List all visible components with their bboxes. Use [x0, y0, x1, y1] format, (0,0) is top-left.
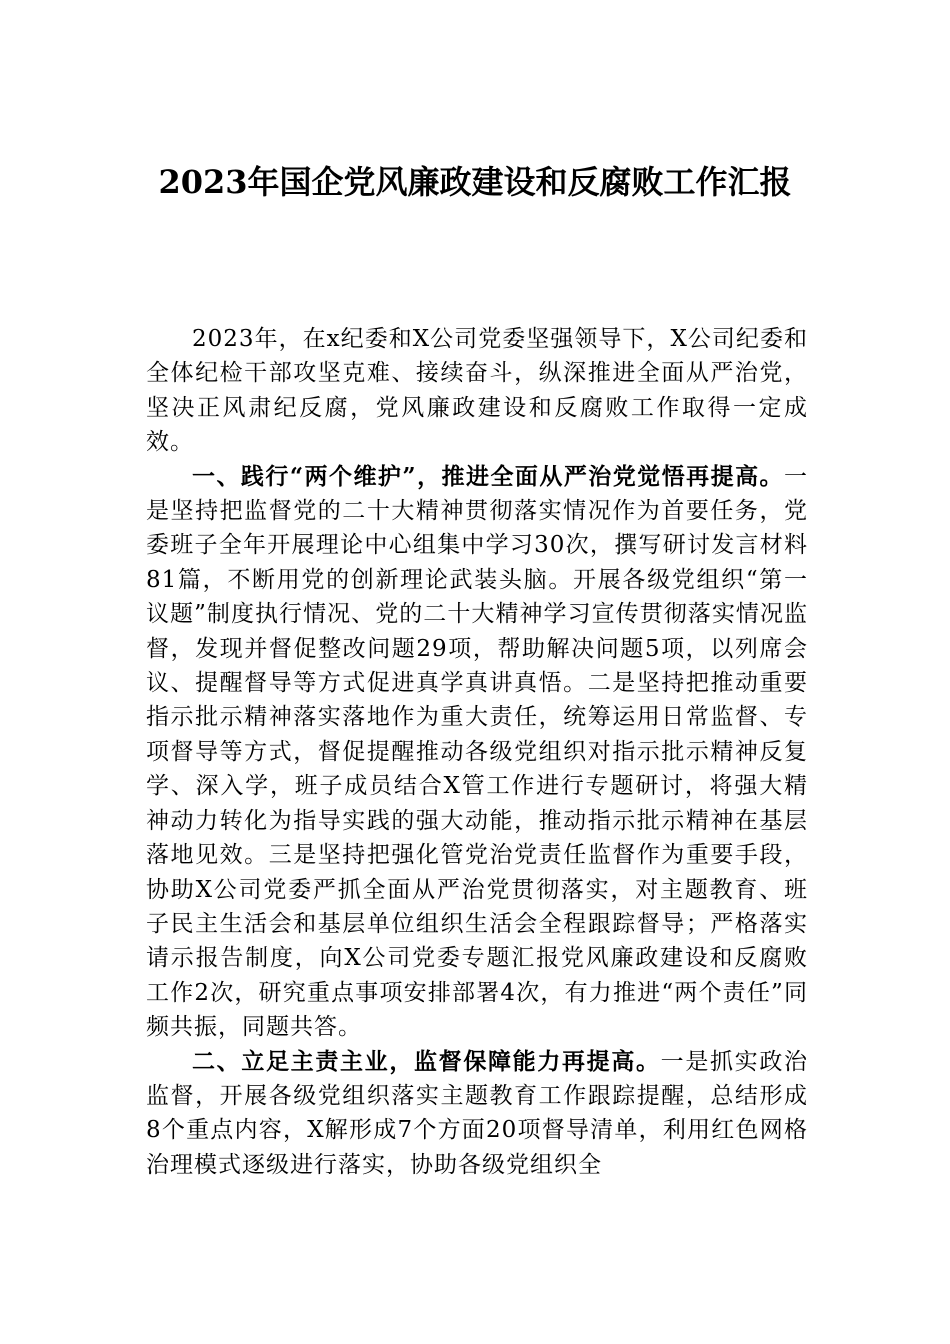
paragraph-intro [146, 322, 808, 460]
section-heading: 一、践行“两个维护”，推进全面从严治党觉悟再提高。 [192, 462, 784, 490]
paragraph-section-two [146, 1045, 808, 1183]
paragraph-text: 一是坚持把监督党的二十大精神贯彻落实情况作为首要任务，党委班子全年开展理论中心组集中学习30次，撰写研讨发言材料81篇，不断用党的创新理论武装头脑。开展各级党组织“第一议题”制度执行情况、党的二十大精神学习宣传贯彻落实情况监督，发现并督促整改问题29项，帮助解决问题5项，以列席会议、提醒督导等方式促进真学真讲真悟。二是坚持把推动重要指示批示精神落实落地作为重大责任，统筹运用日常监督、专项督导等方式，督促提醒推动各级党组织对指示批示精神反复学、深入学，班子成员结合X管工作进行专题研讨，将强大精神动力转化为指导实践的强大动能，推动指示批示精神在基层落地见效。三是坚持把强化管党治党责任监督作为重要手段，协助X公司党委严抓全面从严治党贯彻落实，对主题教育、班子民主生活会和基层单位组织生活会全程跟踪督导；严格落实请示报告制度，向X公司党委专题汇报党风廉政建设和反腐败工作2次，研究重点事项安排部署4次，有力推进“两个责任”同频共振，同题共答。 [146, 463, 808, 1041]
document-title: 2023年国企党风廉政建设和反腐败工作汇报 [158, 163, 792, 201]
section-heading: 二、立足主责主业，监督保障能力再提高。 [192, 1047, 661, 1075]
paragraph-section-one [146, 460, 808, 1045]
paragraph-text: 一是抓实政治监督，开展各级党组织落实主题教育工作跟踪提醒，总结形成8个重点内容，X解形成7个方面20项督导清单，利用红色网格治理模式逐级进行落实，协助各级党组织全 [146, 1048, 809, 1178]
paragraph-text: 2023年，在x纪委和X公司党委坚强领导下，X公司纪委和全体纪检干部攻坚克难、接续奋斗，纵深推进全面从严治党，坚决正风肃纪反腐，党风廉政建设和反腐败工作取得一定成效。 [146, 326, 808, 456]
document-body [146, 322, 808, 1182]
